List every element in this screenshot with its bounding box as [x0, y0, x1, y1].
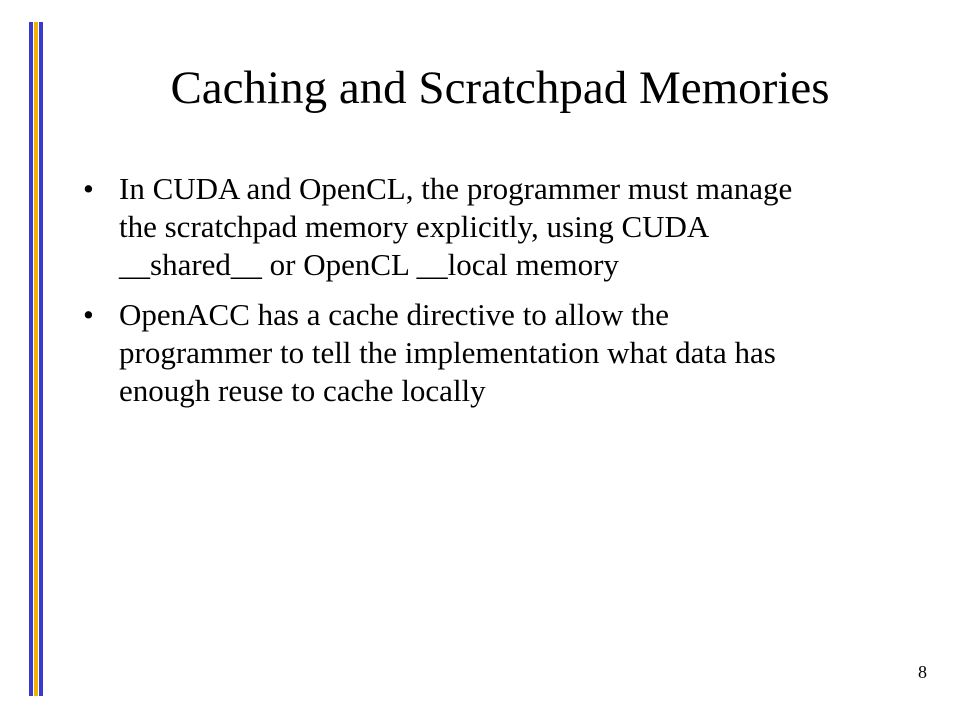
left-border-gold-stripe	[34, 22, 38, 696]
bullet-item	[83, 170, 943, 284]
bullet-marker: •	[83, 171, 94, 206]
bullet-item	[83, 296, 943, 410]
left-border-blue-stripe-inner	[39, 22, 43, 696]
bullet-line: __shared__ or OpenCL __local memory	[119, 247, 619, 282]
bullet-line: OpenACC has a cache directive to allow the	[119, 297, 670, 332]
left-border-blue-stripe	[29, 22, 33, 696]
bullet-line: the scratchpad memory explicitly, using CUDA	[119, 209, 710, 244]
slide-title: Caching and Scratchpad Memories	[170, 62, 830, 114]
bullet-list	[83, 170, 943, 422]
bullet-line: enough reuse to cache locally	[119, 373, 486, 408]
bullet-line: In CUDA and OpenCL, the programmer must manage	[119, 171, 793, 206]
bullet-marker: •	[83, 297, 94, 332]
page-number: 8	[918, 662, 927, 682]
bullet-line: programmer to tell the implementation what data has	[119, 335, 776, 370]
